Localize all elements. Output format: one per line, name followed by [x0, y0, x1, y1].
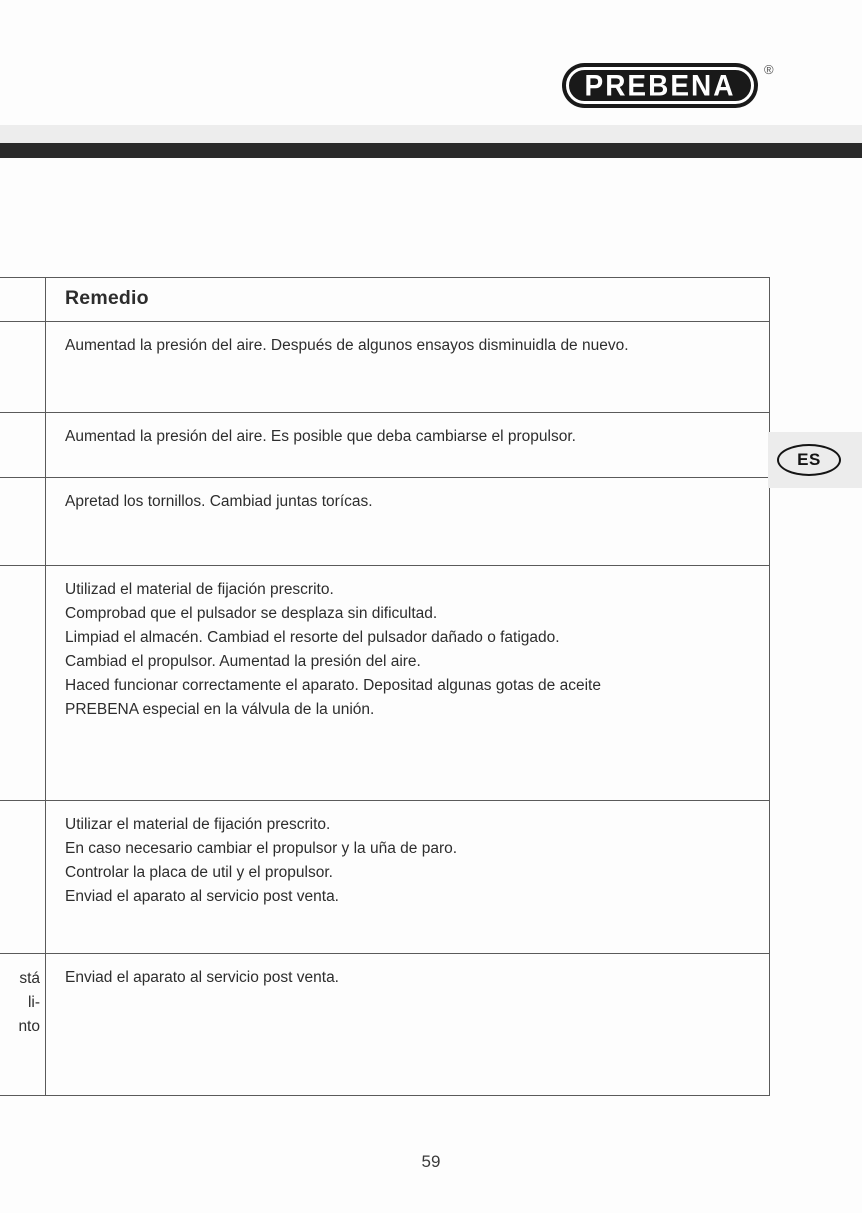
remedy-cell: [45, 322, 770, 412]
stub-cell: [0, 322, 45, 412]
brand-logo: [562, 63, 758, 108]
remedy-cell: [45, 478, 770, 565]
language-tab: [768, 432, 862, 488]
registered-trademark-icon: ®: [764, 62, 774, 77]
brand-logo-text: PREBENA: [584, 68, 736, 102]
remedy-line: Limpiad el almacén. Cambiad el resorte del pulsador dañado o fatigado.: [65, 629, 560, 646]
language-badge-label: ES: [797, 450, 821, 469]
remedy-line: Aumentad la presión del aire. Es posible que deba cambiarse el propulsor.: [65, 428, 576, 445]
separator-bar-dark: [0, 143, 862, 158]
language-badge-oval: [777, 444, 841, 476]
stub-fragment-line: li-: [27, 994, 40, 1011]
table-row: [0, 801, 770, 954]
remedy-line: Utilizar el material de fijación prescrito.: [65, 816, 331, 833]
table-row: [0, 478, 770, 566]
remedy-line: Aumentad la presión del aire. Después de algunos ensayos disminuidla de nuevo.: [65, 337, 629, 354]
page-number: 59: [421, 1152, 441, 1171]
table-row: [0, 413, 770, 478]
stub-cell: [0, 801, 45, 953]
stub-cell: [0, 566, 45, 800]
remedy-cell: [45, 413, 770, 477]
remedy-line: Enviad el aparato al servicio post venta.: [65, 969, 339, 986]
remedy-line: Controlar la placa de util y el propulsor.: [65, 864, 333, 881]
stub-cell: [0, 413, 45, 477]
stub-cell: [0, 954, 45, 1095]
stub-fragment-line: nto: [18, 1018, 40, 1035]
remedy-line: PREBENA especial en la válvula de la unión.: [65, 701, 375, 718]
remedy-line: Enviad el aparato al servicio post venta.: [65, 888, 339, 905]
stub-fragment-line: stá: [19, 970, 40, 987]
remedy-line: Cambiad el propulsor. Aumentad la presión del aire.: [65, 653, 421, 670]
table-header-row: [0, 278, 770, 322]
separator-bar-light: [0, 125, 862, 143]
remedy-line: Haced funcionar correctamente el aparato. Depositad algunas gotas de aceite: [65, 677, 601, 694]
remedy-cell: [45, 954, 770, 1095]
remedy-line: Utilizad el material de fijación prescrito.: [65, 581, 334, 598]
table-header-cell: Remedio: [45, 278, 770, 321]
stub-cell: [0, 478, 45, 565]
remedy-cell: [45, 566, 770, 800]
remedy-line: Comprobad que el pulsador se desplaza sin dificultad.: [65, 605, 438, 622]
table-row: [0, 322, 770, 413]
remedies-table: [0, 277, 770, 1096]
stub-cell: [0, 278, 45, 321]
remedy-line: En caso necesario cambiar el propulsor y la uña de paro.: [65, 840, 458, 857]
table-row: [0, 566, 770, 801]
remedy-line: Apretad los tornillos. Cambiad juntas torícas.: [65, 493, 373, 510]
remedy-cell: [45, 801, 770, 953]
table-row: [0, 954, 770, 1096]
brand-logo-inner-ring: [566, 67, 754, 104]
